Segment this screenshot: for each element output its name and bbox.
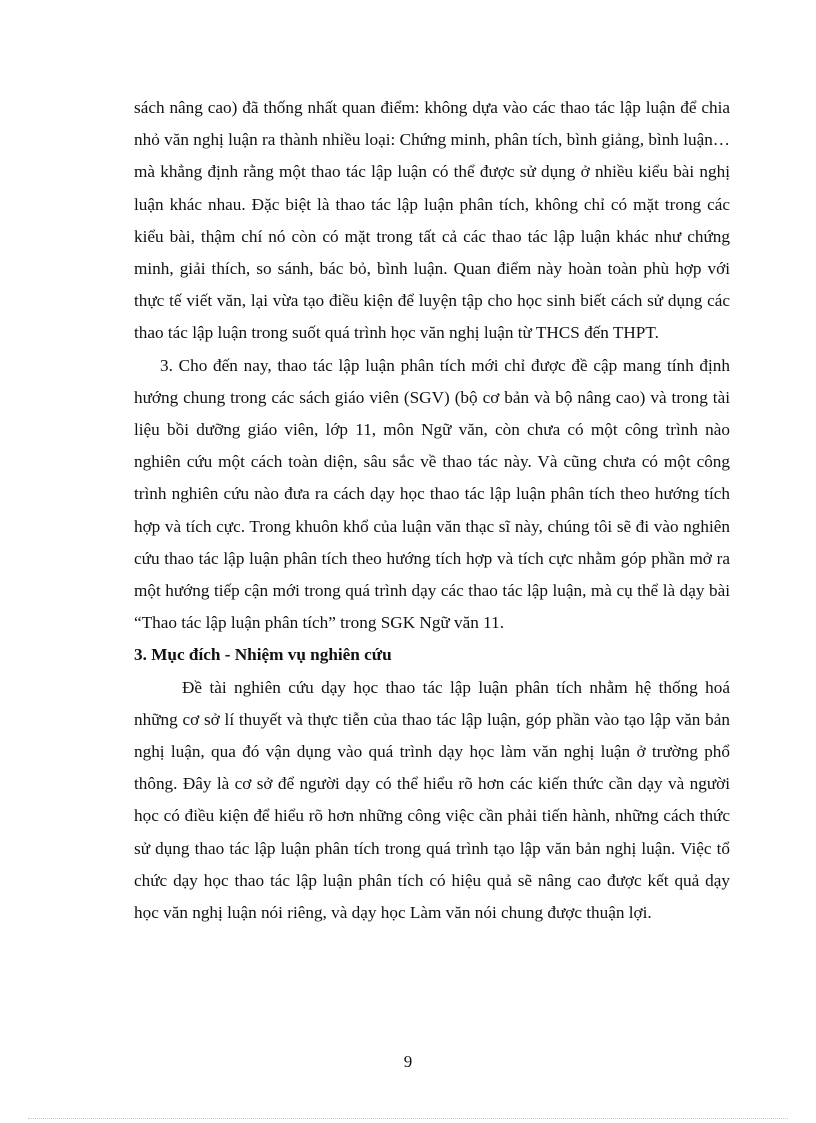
paragraph-continuation: sách nâng cao) đã thống nhất quan điểm: không dựa vào các thao tác lập luận để chia nhỏ văn nghị luận ra thành nhiều loại: Chứng minh, phân tích, bình giảng, bình luận…mà khẳng định rằng một thao tác lập luận có thể được sử dụng ở nhiều kiểu bài nghị luận khác nhau. Đặc biệt là thao tác lập luận phân tích, không chỉ có mặt trong các kiểu bài, thậm chí nó còn có mặt trong tất cả các thao tác lập luận khác như chứng minh, giải thích, so sánh, bác bỏ, bình luận. Quan điểm này hoàn toàn phù hợp với thực tế viết văn, lại vừa tạo điều kiện để luyện tập cho học sinh biết cách sử dụng các thao tác lập luận trong suốt quá trình học văn nghị luận từ THCS đến THPT.	[134, 98, 730, 343]
section-heading: 3. Mục đích - Nhiệm vụ nghiên cứu	[134, 645, 392, 665]
page-number: 9	[403, 1052, 413, 1071]
section-body-paragraph: Đề tài nghiên cứu dạy học thao tác lập luận phân tích nhằm hệ thống hoá những cơ sở lí thuyết và thực tiễn của thao tác lập luận, góp phần vào tạo lập văn bản nghị luận, qua đó vận dụng vào quá trình dạy học làm văn nghị luận ở trường phổ thông. Đây là cơ sở để người dạy có thể hiểu rõ hơn các kiến thức cần dạy và người học có điều kiện để hiểu rõ hơn những công việc cần phải tiến hành, những cách thức sử dụng thao tác lập luận phân tích trong quá trình tạo lập văn bản nghị luận. Việc tổ chức dạy học thao tác lập luận phân tích có hiệu quả sẽ nâng cao được kết quả dạy học văn nghị luận nói riêng, và dạy học Làm văn nói chung được thuận lợi.	[134, 677, 730, 923]
page-content	[134, 92, 730, 929]
paragraph-item-3: 3. Cho đến nay, thao tác lập luận phân tích mới chỉ được đề cập mang tính định hướng chung trong các sách giáo viên (SGV) (bộ cơ bản và bộ nâng cao) và trong tài liệu bồi dưỡng giáo viên, lớp 11, môn Ngữ văn, còn chưa có một công trình nào nghiên cứu một cách toàn diện, sâu sắc về thao tác này. Và cũng chưa có một công trình nghiên cứu nào đưa ra cách dạy học thao tác lập luận phân tích theo hướng tích hợp và tích cực. Trong khuôn khổ của luận văn thạc sĩ này, chúng tôi sẽ đi vào nghiên cứu thao tác lập luận phân tích theo hướng tích hợp và tích cực nhằm góp phần mở ra một hướng tiếp cận mới trong quá trình dạy các thao tác lập luận, mà cụ thể là dạy bài “Thao tác lập luận phân tích” trong SGK Ngữ văn 11.	[134, 355, 730, 633]
page-bottom-divider	[28, 1118, 788, 1119]
